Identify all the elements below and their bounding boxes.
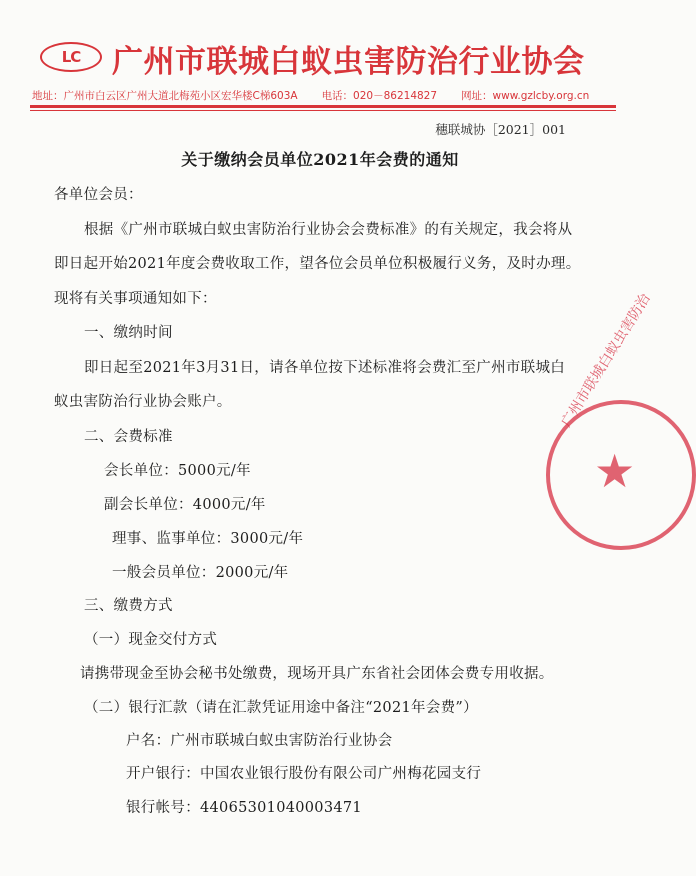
fee-item: 一般会员单位：2000元/年 <box>112 565 289 581</box>
section1-line-2: 蚁虫害防治行业协会账户。 <box>54 394 232 410</box>
greeting: 各单位会员： <box>54 187 143 203</box>
cash-text: 请携带现金至协会秘书处缴费，现场开具广东省社会团体会费专用收据。 <box>80 666 554 682</box>
cash-heading: （一）现金交付方式 <box>84 632 218 648</box>
bank-heading: （二）银行汇款（请在汇款凭证用途中备注“2021年会费”） <box>84 700 478 716</box>
phone: 电话：020－86214827 <box>321 90 438 102</box>
intro-line-1: 根据《广州市联城白蚁虫害防治行业协会会费标准》的有关规定，我会将从 <box>84 222 573 238</box>
header-rule-thin <box>30 110 616 111</box>
seal-star-icon: ★ <box>594 444 636 498</box>
bank-name: 开户银行：中国农业银行股份有限公司广州梅花园支行 <box>126 766 482 782</box>
website: 网址：www.gzlcby.org.cn <box>461 90 590 102</box>
bank-account-name: 户名：广州市联城白蚁虫害防治行业协会 <box>126 733 393 749</box>
address: 地址：广州市白云区广州大道北梅苑小区宏华楼C梯603A <box>32 90 298 102</box>
association-logo <box>40 42 102 72</box>
section2-heading: 二、会费标准 <box>84 429 173 445</box>
seal-text: 广州市联城白蚁虫害防治 <box>558 290 654 431</box>
intro-line-3: 现将有关事项通知如下： <box>54 291 217 307</box>
header-rule-thick <box>30 105 616 108</box>
section1-line-1: 即日起至2021年3月31日，请各单位按下述标准将会费汇至广州市联城白 <box>84 360 566 376</box>
section3-heading: 三、缴费方式 <box>84 598 173 614</box>
org-name: 广州市联城白蚁虫害防治行业协会 <box>112 44 585 80</box>
intro-line-2: 即日起开始2021年度会费收取工作，望各位会员单位积极履行义务，及时办理。 <box>54 256 581 272</box>
contact-line <box>32 88 608 103</box>
section1-heading: 一、缴纳时间 <box>84 325 173 341</box>
logo-text: LC <box>61 48 81 66</box>
notice-title: 关于缴纳会员单位2021年会费的通知 <box>181 150 459 169</box>
document-number: 穗联城协［2021］001 <box>435 122 566 137</box>
bank-account-number: 银行帐号：44065301040003471 <box>126 800 362 816</box>
fee-item: 会长单位：5000元/年 <box>104 463 251 479</box>
fee-item: 副会长单位：4000元/年 <box>104 497 266 513</box>
fee-item: 理事、监事单位：3000元/年 <box>112 531 304 547</box>
